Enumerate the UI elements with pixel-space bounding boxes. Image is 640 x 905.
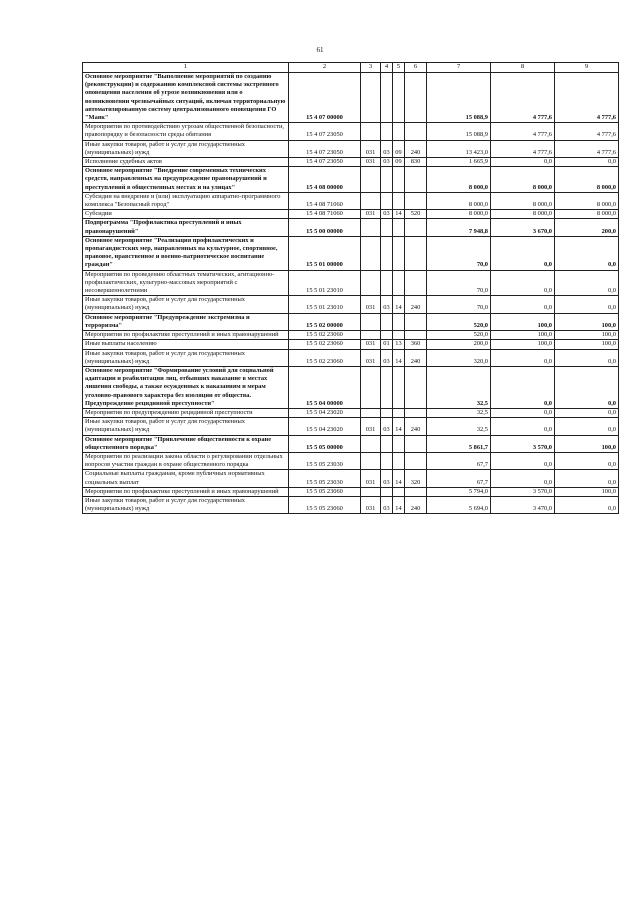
subsection-code-cell bbox=[393, 192, 405, 209]
section-code-cell: 01 bbox=[381, 340, 393, 349]
table-row bbox=[83, 219, 619, 236]
section-code-cell: 03 bbox=[381, 140, 393, 157]
amount-year1-cell: 8 000,0 bbox=[427, 167, 491, 193]
department-code-cell: 031 bbox=[361, 496, 381, 513]
table-row bbox=[83, 158, 619, 167]
section-code-cell bbox=[381, 73, 393, 123]
subsection-code-cell bbox=[393, 366, 405, 408]
table-row bbox=[83, 167, 619, 193]
amount-year3-cell: 0,0 bbox=[555, 349, 619, 366]
row-name-cell: Мероприятия по реализации закона области о регулировании отдельных вопросов участия граждан в охране общественного порядка bbox=[83, 452, 289, 469]
amount-year1-cell: 520,0 bbox=[427, 313, 491, 330]
row-name-cell: Иные закупки товаров, работ и услуг для государственных (муниципальных) нужд bbox=[83, 296, 289, 313]
amount-year2-cell: 8 000,0 bbox=[491, 210, 555, 219]
amount-year1-cell: 5 861,7 bbox=[427, 435, 491, 452]
department-code-cell: 031 bbox=[361, 140, 381, 157]
subsection-code-cell bbox=[393, 331, 405, 340]
row-name-cell: Подпрограмма "Профилактика преступлений и иных правонарушений" bbox=[83, 219, 289, 236]
amount-year1-cell: 8 000,0 bbox=[427, 192, 491, 209]
amount-year2-cell: 0,0 bbox=[491, 366, 555, 408]
expense-type-cell: 240 bbox=[405, 296, 427, 313]
row-name-cell: Мероприятия по профилактике преступлений и иных правонарушений bbox=[83, 487, 289, 496]
amount-year1-cell: 1 665,9 bbox=[427, 158, 491, 167]
amount-year1-cell: 8 000,0 bbox=[427, 210, 491, 219]
section-code-cell: 03 bbox=[381, 470, 393, 487]
amount-year2-cell: 8 000,0 bbox=[491, 167, 555, 193]
header-cell: 7 bbox=[427, 63, 491, 73]
department-code-cell bbox=[361, 331, 381, 340]
amount-year3-cell: 100,0 bbox=[555, 340, 619, 349]
subsection-code-cell bbox=[393, 452, 405, 469]
amount-year1-cell: 67,7 bbox=[427, 470, 491, 487]
subsection-code-cell: 14 bbox=[393, 470, 405, 487]
expense-type-cell bbox=[405, 236, 427, 270]
table-row bbox=[83, 73, 619, 123]
row-name-cell: Иные закупки товаров, работ и услуг для государственных (муниципальных) нужд bbox=[83, 418, 289, 435]
header-cell: 4 bbox=[381, 63, 393, 73]
subsection-code-cell bbox=[393, 236, 405, 270]
section-code-cell: 03 bbox=[381, 158, 393, 167]
page-number: 61 bbox=[316, 46, 324, 54]
section-code-cell bbox=[381, 331, 393, 340]
table-header-row bbox=[83, 63, 619, 73]
budget-code-cell: 15 4 07 00000 bbox=[289, 73, 361, 123]
section-code-cell: 03 bbox=[381, 210, 393, 219]
amount-year2-cell: 100,0 bbox=[491, 331, 555, 340]
expense-type-cell bbox=[405, 73, 427, 123]
subsection-code-cell: 14 bbox=[393, 496, 405, 513]
section-code-cell bbox=[381, 487, 393, 496]
budget-code-cell: 15 4 08 00000 bbox=[289, 167, 361, 193]
row-name-cell: Субсидии bbox=[83, 210, 289, 219]
expense-type-cell bbox=[405, 167, 427, 193]
header-cell: 5 bbox=[393, 63, 405, 73]
row-name-cell: Социальные выплаты гражданам, кроме публичных нормативных социальных выплат bbox=[83, 470, 289, 487]
header-cell: 9 bbox=[555, 63, 619, 73]
section-code-cell bbox=[381, 366, 393, 408]
department-code-cell bbox=[361, 435, 381, 452]
amount-year2-cell: 4 777,6 bbox=[491, 73, 555, 123]
expense-type-cell: 240 bbox=[405, 349, 427, 366]
row-name-cell: Мероприятия по профилактике преступлений и иных правонарушений bbox=[83, 331, 289, 340]
amount-year1-cell: 13 423,0 bbox=[427, 140, 491, 157]
expense-type-cell bbox=[405, 487, 427, 496]
budget-code-cell: 15 5 05 23060 bbox=[289, 487, 361, 496]
subsection-code-cell bbox=[393, 123, 405, 140]
subsection-code-cell: 14 bbox=[393, 418, 405, 435]
budget-code-cell: 15 5 00 00000 bbox=[289, 219, 361, 236]
section-code-cell bbox=[381, 123, 393, 140]
amount-year3-cell: 0,0 bbox=[555, 470, 619, 487]
department-code-cell: 031 bbox=[361, 296, 381, 313]
table-row bbox=[83, 140, 619, 157]
amount-year2-cell: 3 670,0 bbox=[491, 219, 555, 236]
row-name-cell: Иные закупки товаров, работ и услуг для государственных (муниципальных) нужд bbox=[83, 496, 289, 513]
amount-year2-cell: 4 777,6 bbox=[491, 123, 555, 140]
department-code-cell bbox=[361, 236, 381, 270]
amount-year2-cell: 3 570,0 bbox=[491, 435, 555, 452]
section-code-cell: 03 bbox=[381, 296, 393, 313]
row-name-cell: Иные выплаты населению bbox=[83, 340, 289, 349]
amount-year1-cell: 70,0 bbox=[427, 296, 491, 313]
table-row bbox=[83, 270, 619, 296]
section-code-cell: 03 bbox=[381, 418, 393, 435]
subsection-code-cell bbox=[393, 219, 405, 236]
budget-code-cell: 15 4 07 23050 bbox=[289, 123, 361, 140]
amount-year1-cell: 32,5 bbox=[427, 366, 491, 408]
amount-year2-cell: 0,0 bbox=[491, 408, 555, 417]
row-name-cell: Иные закупки товаров, работ и услуг для государственных (муниципальных) нужд bbox=[83, 349, 289, 366]
expense-type-cell bbox=[405, 192, 427, 209]
amount-year2-cell: 100,0 bbox=[491, 313, 555, 330]
budget-code-cell: 15 4 07 23050 bbox=[289, 140, 361, 157]
row-name-cell: Иные закупки товаров, работ и услуг для государственных (муниципальных) нужд bbox=[83, 140, 289, 157]
department-code-cell bbox=[361, 313, 381, 330]
expense-type-cell bbox=[405, 435, 427, 452]
expense-type-cell: 320 bbox=[405, 470, 427, 487]
amount-year3-cell: 4 777,6 bbox=[555, 123, 619, 140]
amount-year2-cell: 0,0 bbox=[491, 452, 555, 469]
amount-year1-cell: 15 088,9 bbox=[427, 123, 491, 140]
expense-type-cell bbox=[405, 331, 427, 340]
table-row bbox=[83, 496, 619, 513]
expense-type-cell: 830 bbox=[405, 158, 427, 167]
amount-year3-cell: 0,0 bbox=[555, 158, 619, 167]
section-code-cell bbox=[381, 167, 393, 193]
section-code-cell: 03 bbox=[381, 349, 393, 366]
amount-year3-cell: 0,0 bbox=[555, 366, 619, 408]
amount-year3-cell: 4 777,6 bbox=[555, 73, 619, 123]
budget-code-cell: 15 5 05 23060 bbox=[289, 496, 361, 513]
amount-year3-cell: 0,0 bbox=[555, 296, 619, 313]
amount-year2-cell: 100,0 bbox=[491, 340, 555, 349]
amount-year3-cell: 100,0 bbox=[555, 435, 619, 452]
section-code-cell bbox=[381, 408, 393, 417]
amount-year1-cell: 7 948,8 bbox=[427, 219, 491, 236]
amount-year3-cell: 8 000,0 bbox=[555, 210, 619, 219]
subsection-code-cell: 14 bbox=[393, 349, 405, 366]
expense-type-cell bbox=[405, 270, 427, 296]
row-name-cell: Основное мероприятие "Внедрение современных технических средств, направленных на предупреждение правонарушений и преступлений в общественных местах и на улицах" bbox=[83, 167, 289, 193]
section-code-cell bbox=[381, 313, 393, 330]
amount-year2-cell: 0,0 bbox=[491, 270, 555, 296]
amount-year2-cell: 3 470,0 bbox=[491, 496, 555, 513]
subsection-code-cell: 14 bbox=[393, 210, 405, 219]
table-row bbox=[83, 123, 619, 140]
table-row bbox=[83, 349, 619, 366]
amount-year1-cell: 5 794,0 bbox=[427, 487, 491, 496]
subsection-code-cell: 09 bbox=[393, 158, 405, 167]
section-code-cell bbox=[381, 219, 393, 236]
table-row bbox=[83, 313, 619, 330]
amount-year3-cell: 0,0 bbox=[555, 408, 619, 417]
table-row bbox=[83, 236, 619, 270]
header-cell: 8 bbox=[491, 63, 555, 73]
amount-year1-cell: 32,5 bbox=[427, 418, 491, 435]
table-row bbox=[83, 487, 619, 496]
budget-code-cell: 15 5 05 23030 bbox=[289, 452, 361, 469]
budget-code-cell: 15 5 05 00000 bbox=[289, 435, 361, 452]
subsection-code-cell: 13 bbox=[393, 340, 405, 349]
table-row bbox=[83, 366, 619, 408]
table-row bbox=[83, 452, 619, 469]
row-name-cell: Субсидии на внедрение и (или) эксплуатацию аппаратно-программного комплекса "Безопасный город" bbox=[83, 192, 289, 209]
subsection-code-cell bbox=[393, 167, 405, 193]
table-row bbox=[83, 340, 619, 349]
budget-code-cell: 15 4 07 23050 bbox=[289, 158, 361, 167]
amount-year1-cell: 5 694,0 bbox=[427, 496, 491, 513]
amount-year1-cell: 200,0 bbox=[427, 340, 491, 349]
amount-year3-cell: 0,0 bbox=[555, 452, 619, 469]
amount-year3-cell: 4 777,6 bbox=[555, 140, 619, 157]
section-code-cell bbox=[381, 192, 393, 209]
budget-code-cell: 15 5 01 00000 bbox=[289, 236, 361, 270]
amount-year3-cell: 200,0 bbox=[555, 219, 619, 236]
department-code-cell bbox=[361, 123, 381, 140]
amount-year1-cell: 32,5 bbox=[427, 408, 491, 417]
table-row bbox=[83, 192, 619, 209]
budget-table bbox=[82, 62, 619, 514]
header-cell: 1 bbox=[83, 63, 289, 73]
amount-year2-cell: 0,0 bbox=[491, 236, 555, 270]
table-row bbox=[83, 408, 619, 417]
row-name-cell: Мероприятия по проведению областных тематических, агитационно-профилактических, культурно-массовых мероприятий с несовершеннолетними bbox=[83, 270, 289, 296]
amount-year1-cell: 70,0 bbox=[427, 270, 491, 296]
expense-type-cell: 240 bbox=[405, 418, 427, 435]
expense-type-cell bbox=[405, 452, 427, 469]
subsection-code-cell: 14 bbox=[393, 296, 405, 313]
budget-code-cell: 15 5 02 00000 bbox=[289, 313, 361, 330]
row-name-cell: Исполнение судебных актов bbox=[83, 158, 289, 167]
row-name-cell: Основное мероприятие "Привлечение общественности к охране общественного порядка" bbox=[83, 435, 289, 452]
amount-year2-cell: 4 777,6 bbox=[491, 140, 555, 157]
amount-year2-cell: 0,0 bbox=[491, 418, 555, 435]
department-code-cell bbox=[361, 270, 381, 296]
department-code-cell: 031 bbox=[361, 418, 381, 435]
department-code-cell bbox=[361, 73, 381, 123]
expense-type-cell bbox=[405, 123, 427, 140]
subsection-code-cell: 09 bbox=[393, 140, 405, 157]
amount-year3-cell: 8 000,0 bbox=[555, 167, 619, 193]
expense-type-cell: 360 bbox=[405, 340, 427, 349]
department-code-cell: 031 bbox=[361, 210, 381, 219]
amount-year2-cell: 0,0 bbox=[491, 470, 555, 487]
budget-code-cell: 15 5 04 00000 bbox=[289, 366, 361, 408]
department-code-cell: 031 bbox=[361, 158, 381, 167]
header-cell: 2 bbox=[289, 63, 361, 73]
subsection-code-cell bbox=[393, 487, 405, 496]
table-row bbox=[83, 331, 619, 340]
amount-year3-cell: 0,0 bbox=[555, 236, 619, 270]
table-row bbox=[83, 210, 619, 219]
subsection-code-cell bbox=[393, 313, 405, 330]
budget-code-cell: 15 5 02 23060 bbox=[289, 331, 361, 340]
header-cell: 6 bbox=[405, 63, 427, 73]
table-row bbox=[83, 470, 619, 487]
amount-year3-cell: 100,0 bbox=[555, 487, 619, 496]
amount-year1-cell: 67,7 bbox=[427, 452, 491, 469]
amount-year3-cell: 8 000,0 bbox=[555, 192, 619, 209]
amount-year3-cell: 0,0 bbox=[555, 496, 619, 513]
section-code-cell bbox=[381, 270, 393, 296]
amount-year1-cell: 520,0 bbox=[427, 331, 491, 340]
amount-year1-cell: 15 088,9 bbox=[427, 73, 491, 123]
department-code-cell bbox=[361, 192, 381, 209]
department-code-cell bbox=[361, 219, 381, 236]
amount-year3-cell: 100,0 bbox=[555, 313, 619, 330]
row-name-cell: Мероприятия по предупреждению рецидивной преступности bbox=[83, 408, 289, 417]
subsection-code-cell bbox=[393, 73, 405, 123]
department-code-cell bbox=[361, 167, 381, 193]
department-code-cell bbox=[361, 487, 381, 496]
row-name-cell: Основное мероприятие "Выполнение мероприятий по созданию (реконструкции) и содержанию комплексной системы экстренного оповещения населения об угрозе возникновения или о возникновении чрезвычайных ситуаций, включая территориальную автоматизированную систему централизованного оповещения ГО "Маяк" bbox=[83, 73, 289, 123]
amount-year1-cell: 320,0 bbox=[427, 349, 491, 366]
budget-code-cell: 15 5 01 23010 bbox=[289, 270, 361, 296]
table-row bbox=[83, 435, 619, 452]
row-name-cell: Основное мероприятие "Предупреждение экстремизма и терроризма" bbox=[83, 313, 289, 330]
subsection-code-cell bbox=[393, 435, 405, 452]
department-code-cell: 031 bbox=[361, 349, 381, 366]
department-code-cell bbox=[361, 366, 381, 408]
budget-code-cell: 15 4 08 71060 bbox=[289, 210, 361, 219]
table-row bbox=[83, 418, 619, 435]
amount-year2-cell: 0,0 bbox=[491, 158, 555, 167]
amount-year3-cell: 100,0 bbox=[555, 331, 619, 340]
row-name-cell: Основное мероприятие "Формирование условий для социальной адаптации и реабилитации лиц, отбывших наказание в местах лишения свободы, а также осужденных к наказаниям и мерам уголовно-правового характера без изоляции от общества. Предупреждение рецидивной преступности" bbox=[83, 366, 289, 408]
section-code-cell bbox=[381, 236, 393, 270]
amount-year2-cell: 0,0 bbox=[491, 296, 555, 313]
row-name-cell: Мероприятия по противодействию угрозам общественной безопасности, правопорядку и безопасности среды обитания bbox=[83, 123, 289, 140]
expense-type-cell bbox=[405, 408, 427, 417]
budget-code-cell: 15 5 02 23060 bbox=[289, 349, 361, 366]
amount-year2-cell: 8 000,0 bbox=[491, 192, 555, 209]
department-code-cell bbox=[361, 408, 381, 417]
budget-code-cell: 15 5 04 23020 bbox=[289, 408, 361, 417]
expense-type-cell bbox=[405, 219, 427, 236]
amount-year3-cell: 0,0 bbox=[555, 418, 619, 435]
section-code-cell bbox=[381, 435, 393, 452]
expense-type-cell bbox=[405, 366, 427, 408]
amount-year1-cell: 70,0 bbox=[427, 236, 491, 270]
budget-code-cell: 15 5 04 23020 bbox=[289, 418, 361, 435]
budget-code-cell: 15 5 01 23010 bbox=[289, 296, 361, 313]
expense-type-cell: 240 bbox=[405, 140, 427, 157]
amount-year2-cell: 0,0 bbox=[491, 349, 555, 366]
expense-type-cell bbox=[405, 313, 427, 330]
expense-type-cell: 520 bbox=[405, 210, 427, 219]
department-code-cell: 031 bbox=[361, 470, 381, 487]
row-name-cell: Основное мероприятие "Реализация профилактических и пропагандистских мер, направленных на культурное, спортивное, правовое, нравственное и военно-патриотическое воспитание граждан" bbox=[83, 236, 289, 270]
subsection-code-cell bbox=[393, 408, 405, 417]
department-code-cell bbox=[361, 452, 381, 469]
table-row bbox=[83, 296, 619, 313]
amount-year3-cell: 0,0 bbox=[555, 270, 619, 296]
section-code-cell bbox=[381, 452, 393, 469]
amount-year2-cell: 3 570,0 bbox=[491, 487, 555, 496]
budget-code-cell: 15 4 08 71060 bbox=[289, 192, 361, 209]
expense-type-cell: 240 bbox=[405, 496, 427, 513]
section-code-cell: 03 bbox=[381, 496, 393, 513]
header-cell: 3 bbox=[361, 63, 381, 73]
department-code-cell: 031 bbox=[361, 340, 381, 349]
subsection-code-cell bbox=[393, 270, 405, 296]
budget-code-cell: 15 5 05 23030 bbox=[289, 470, 361, 487]
budget-code-cell: 15 5 02 23060 bbox=[289, 340, 361, 349]
